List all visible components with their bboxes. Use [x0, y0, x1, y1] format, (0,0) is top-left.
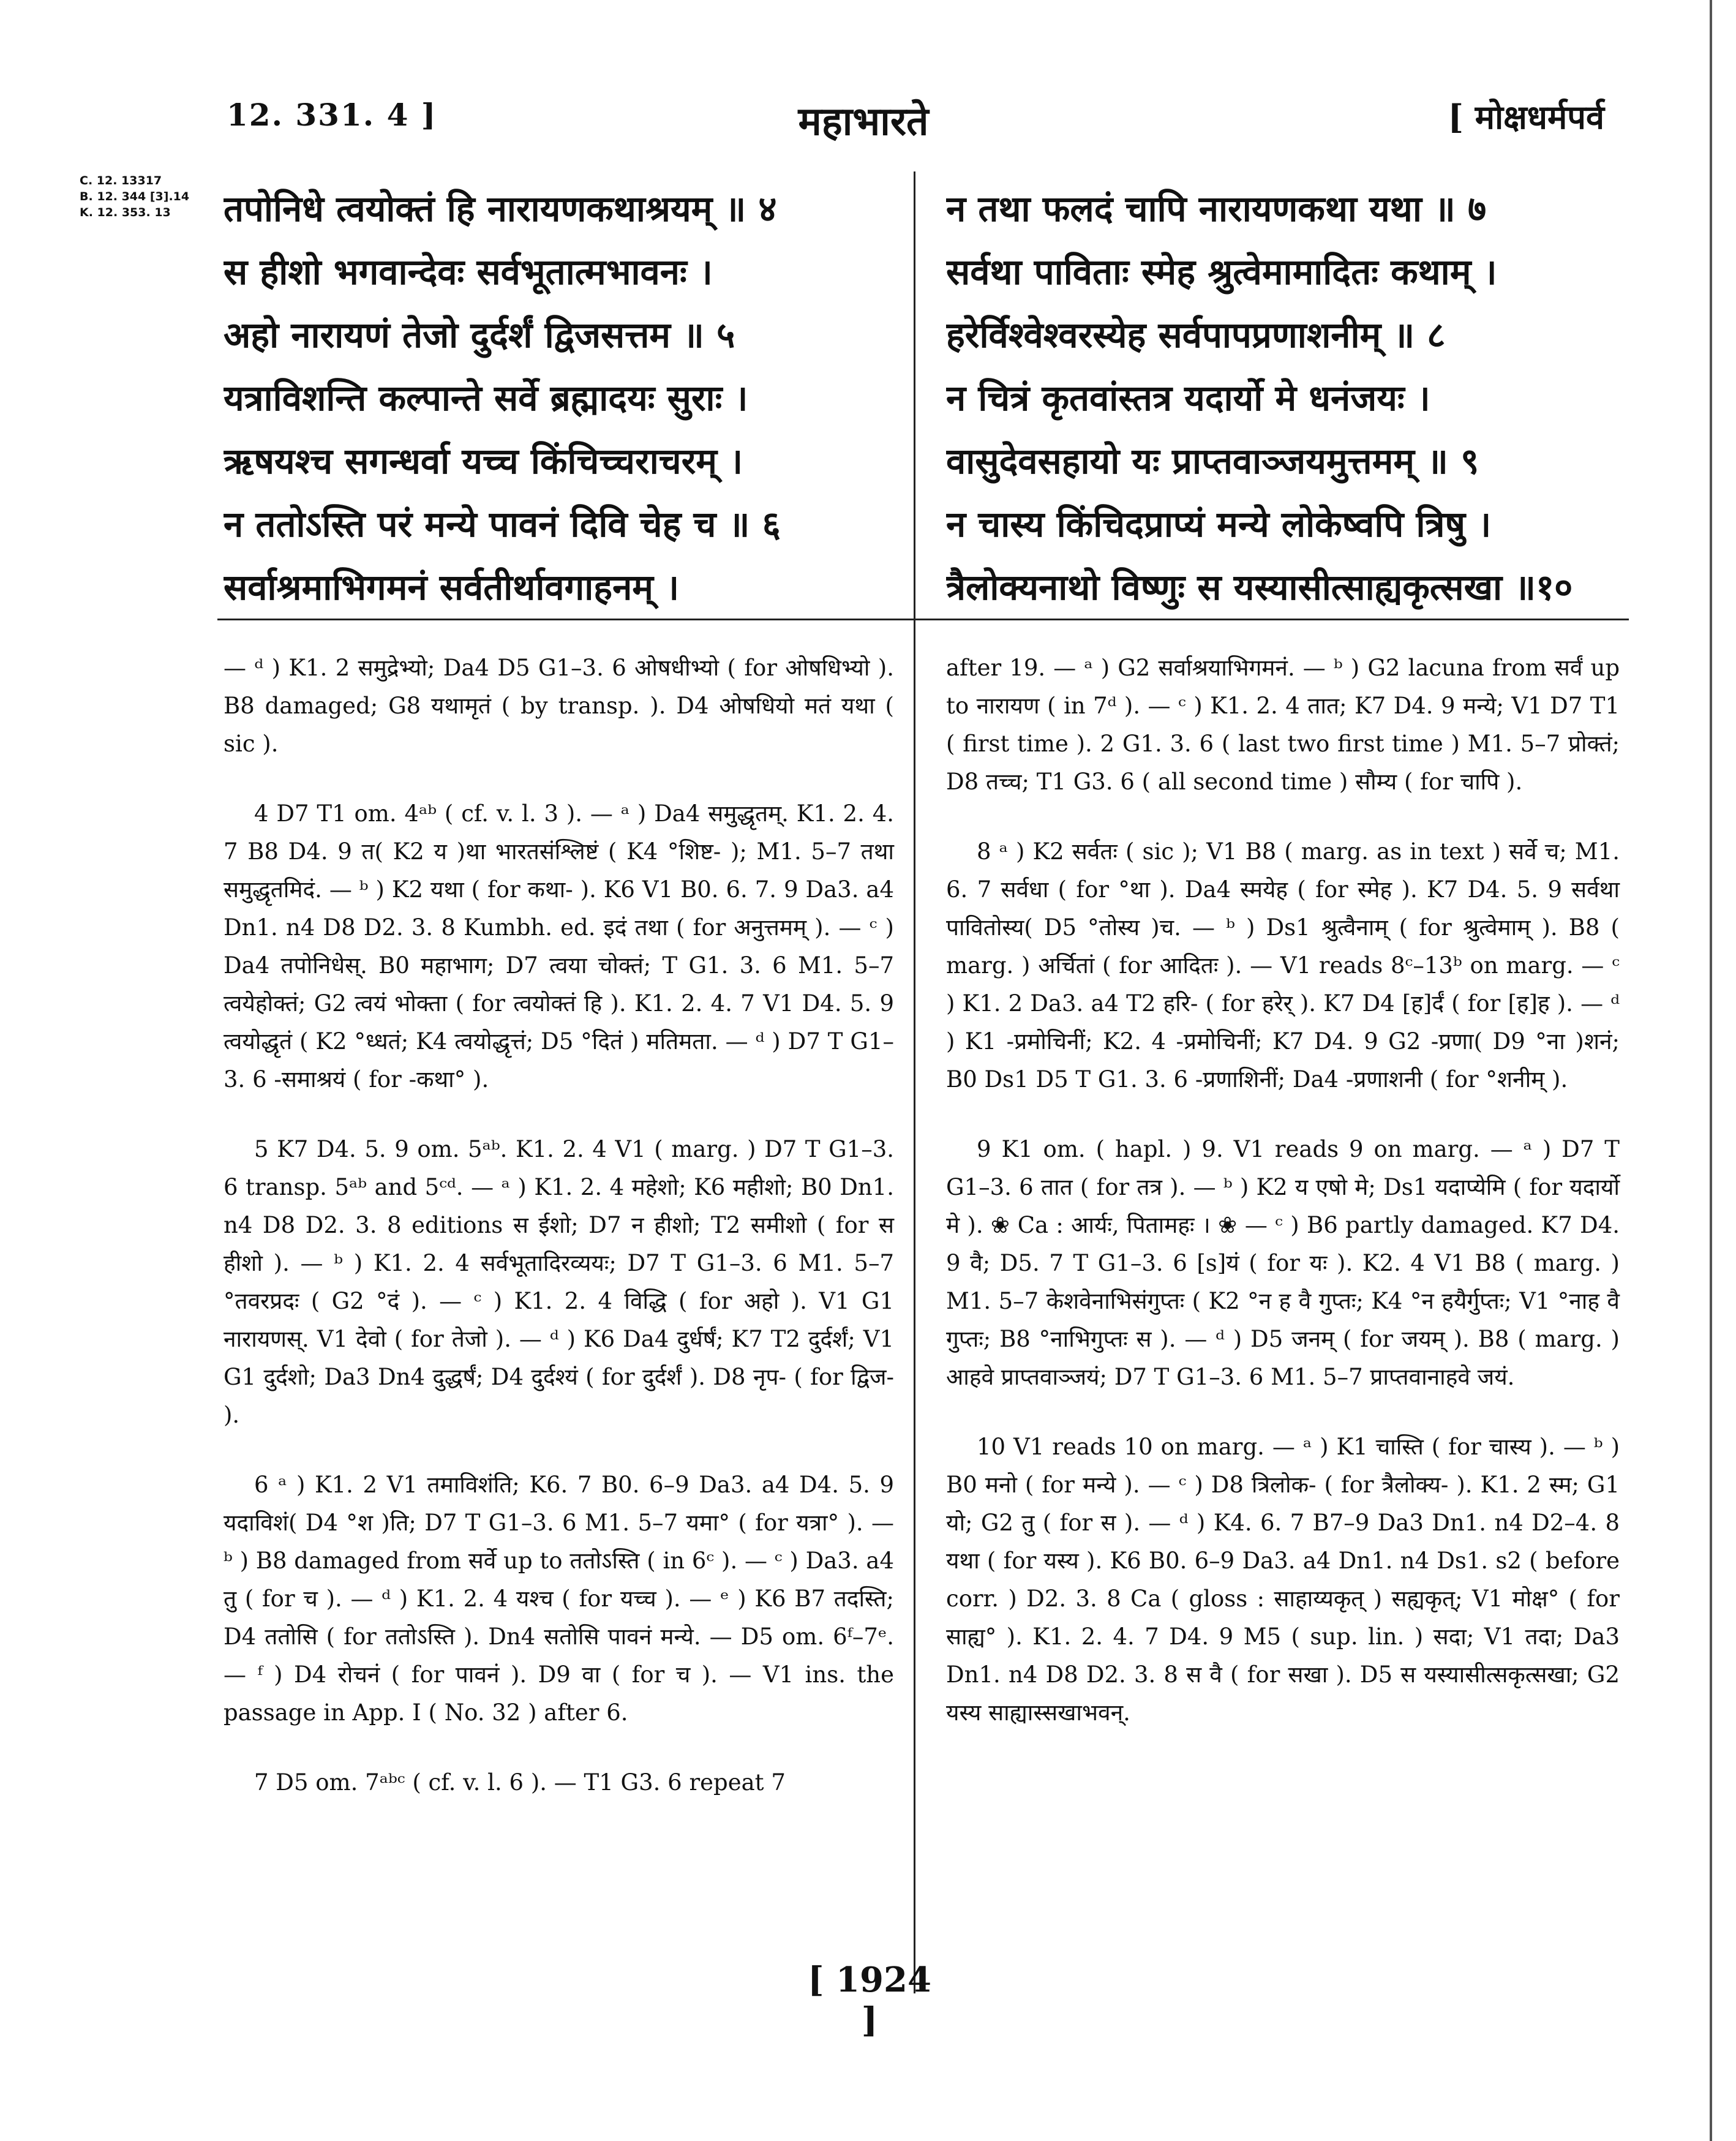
scan-edge: [1710, 0, 1712, 2141]
apparatus-note: 9 K1 om. ( hapl. ) 9. V1 reads 9 on marg. — ᵃ ) D7 T G1–3. 6 तात ( for तत्र ). — ᵇ ) K2 य एषो मे; Ds1 यदाप्येमि ( for यदार्यो मे ). ❀ Ca : आर्यः, पितामहः । ❀ — ᶜ ) B6 partly damaged. K7 D4. 9 वै; D5. 7 T G1–3. 6 [s]यं ( for यः ). K2. 4 V1 B8 ( marg. ) M1. 5–7 केशवेनाभिसंगुप्तः ( K2 °न ह वै गुप्तः; K4 °न हयैर्गुप्तः; V1 °नाह वै गुप्तः; B8 °नाभिगुप्तः स ). — ᵈ ) D5 जनम् ( for जयम् ). B8 ( marg. ) आहवे प्राप्तवाञ्जयं; D7 T G1–3. 6 M1. 5–7 प्राप्तवानाहवे जयं.: [946, 1136, 1620, 1390]
parvan-title: [ मोक्षधर्मपर्व: [1448, 97, 1604, 137]
verse-line: ऋषयश्च सगन्धर्वा यच्च किंचिच्चराचरम् ।: [224, 440, 743, 482]
verse-line: हरेर्विश्वेश्वरस्येह सर्वपापप्रणाशनीम् ॥ ८: [946, 314, 1446, 356]
verse-column-right: [946, 178, 1620, 619]
section-rule: [217, 619, 1629, 620]
verse-line: न चित्रं कृतवांस्तत्र यदार्यो मे धनंजयः ।: [946, 377, 1430, 419]
verse-line: स हीशो भगवान्देवः सर्वभूतात्मभावनः ।: [224, 251, 713, 293]
verse-line: वासुदेवसहायो यः प्राप्तवाञ्जयमुत्तमम् ॥ ९: [946, 440, 1479, 482]
apparatus-column-left: [224, 649, 894, 1834]
verse-line: त्रैलोक्यनाथो विष्णुः स यस्यासीत्साह्यकृत्सखा ॥१०: [946, 566, 1573, 608]
apparatus-note: after 19. — ᵃ ) G2 सर्वाश्रयाभिगमनं. — ᵇ ) G2 lacuna from सर्वं up to नारायण ( in 7ᵈ ). — ᶜ ) K1. 2. 4 तात; K7 D4. 9 मन्ये; V1 D7 T1 ( first time ). 2 G1. 3. 6 ( last two first time ) M1. 5–7 प्रोक्तं; D8 तच्च; T1 G3. 6 ( all second time ) सौम्य ( for चापि ).: [946, 655, 1620, 795]
page-number: [ 1924 ]: [808, 1960, 931, 2041]
apparatus-note: 6 ᵃ ) K1. 2 V1 तमाविशंति; K6. 7 B0. 6–9 Da3. a4 D4. 5. 9 यदाविशं( D4 °श )ति; D7 T G1–3. 6 M1. 5–7 यमा° ( for यत्रा° ). — ᵇ ) B8 damaged from सर्वे up to ततोऽस्ति ( in 6ᶜ ). — ᶜ ) Da3. a4 तु ( for च ). — ᵈ ) K1. 2. 4 यश्च ( for यच्च ). — ᵉ ) K6 B7 तदस्ति; D4 ततोसि ( for ततोऽस्ति ). Dn4 सतोसि पावनं मन्ये. — D5 om. 6ᶠ–7ᵉ. — ᶠ ) D4 रोचनं ( for पावनं ). D9 वा ( for च ). — V1 ins. the passage in App. I ( No. 32 ) after 6.: [224, 1472, 894, 1726]
page-title: महाभारते: [798, 99, 929, 145]
concordance-entry: K. 12. 353. 13: [80, 206, 171, 219]
verse-line: न चास्य किंचिदप्राप्यं मन्ये लोकेष्वपि त्रिषु ।: [946, 503, 1492, 545]
apparatus-note: 7 D5 om. 7ᵃᵇᶜ ( cf. v. l. 6 ). — T1 G3. 6 repeat 7: [254, 1769, 786, 1796]
apparatus-column-right: [946, 649, 1620, 1764]
concordance-block: [80, 173, 189, 220]
apparatus-note: 4 D7 T1 om. 4ᵃᵇ ( cf. v. l. 3 ). — ᵃ ) Da4 समुद्धृतम्. K1. 2. 4. 7 B8 D4. 9 त( K2 य )था भारतसंश्लिष्टं ( K4 °शिष्ट- ); M1. 5–7 तथा समुद्धृतमिदं. — ᵇ ) K2 यथा ( for कथा- ). K6 V1 B0. 6. 7. 9 Da3. a4 Dn1. n4 D8 D2. 3. 8 Kumbh. ed. इदं तथा ( for अनुत्तमम् ). — ᶜ ) Da4 तपोनिधेस्. B0 महाभाग; D7 त्वया चोक्तं; T G1. 3. 6 M1. 5–7 त्वयेहोक्तं; G2 त्वयं भोक्ता ( for त्वयोक्तं हि ). K1. 2. 4. 7 V1 D4. 5. 9 त्वयोद्धृतं ( K2 °ध्धतं; K4 त्वयोद्धृत्तं; D5 °दितं ) मतिमता. — ᵈ ) D7 T G1–3. 6 -समाश्रयं ( for -कथा° ).: [224, 800, 894, 1093]
apparatus-note: 8 ᵃ ) K2 सर्वतः ( sic ); V1 B8 ( marg. as in text ) सर्वे च; M1. 6. 7 सर्वधा ( for °था ). Da4 स्मयेह ( for स्मेह ). K7 D4. 5. 9 सर्वथा पावितोस्य( D5 °तोस्य )च. — ᵇ ) Ds1 श्रुत्वैनाम् ( for श्रुत्वेमाम् ). B8 ( marg. ) अर्चितां ( for आदितः ). — V1 reads 8ᶜ–13ᵇ on marg. — ᶜ ) K1. 2 Da3. a4 T2 हरि- ( for हरेर् ). K7 D4 [ह]र्दं ( for [ह]ह ). — ᵈ ) K1 -प्रमोचिनीं; K2. 4 -प्रमोचिनीं; K7 D4. 9 G2 -प्रणा( D9 °ना )शनं; B0 Ds1 D5 T G1. 3. 6 -प्रणाशिनीं; Da4 -प्रणाशनी ( for °शनीम् ).: [946, 838, 1620, 1093]
apparatus-note: 5 K7 D4. 5. 9 om. 5ᵃᵇ. K1. 2. 4 V1 ( marg. ) D7 T G1–3. 6 transp. 5ᵃᵇ and 5ᶜᵈ. — ᵃ ) K1. 2. 4 महेशो; K6 महीशो; B0 Dn1. n4 D8 D2. 3. 8 editions स ईशो; D7 न हीशो; T2 समीशो ( for स हीशो ). — ᵇ ) K1. 2. 4 सर्वभूतादिरव्ययः; D7 T G1–3. 6 M1. 5–7 °तवरप्रदः ( G2 °दं ). — ᶜ ) K1. 2. 4 विद्धि ( for अहो ). V1 G1 नारायणस्. V1 देवो ( for तेजो ). — ᵈ ) K6 Da4 दुर्धर्षं; K7 T2 दुर्दर्शं; V1 G1 दुर्दशो; Da3 Dn4 दुद्धर्षं; D4 दुर्दश्यं ( for दुर्दर्शं ). D8 नृप- ( for द्विज- ).: [224, 1136, 894, 1428]
verse-line: न ततोऽस्ति परं मन्ये पावनं दिवि चेह च ॥ ६: [224, 503, 781, 545]
verse-line: सर्वाश्रमाभिगमनं सर्वतीर्थावगाहनम् ।: [224, 566, 680, 608]
apparatus-note: 10 V1 reads 10 on marg. — ᵃ ) K1 चास्ति ( for चास्य ). — ᵇ ) B0 मनो ( for मन्ये ). — ᶜ ) D8 त्रिलोक- ( for त्रैलोक्य- ). K1. 2 स्म; G1 यो; G2 तु ( for स ). — ᵈ ) K4. 6. 7 B7–9 Da3 Dn1. n4 D2–4. 8 यथा ( for यस्य ). K6 B0. 6–9 Da3. a4 Dn1. n4 Ds1. s2 ( before corr. ) D2. 3. 8 Ca ( gloss : साहाय्यकृत् ) सह्यकृत्; V1 मोक्ष° ( for साह्य° ). K1. 2. 4. 7 D4. 9 M5 ( sup. lin. ) सदा; V1 तदा; Da3 Dn1. n4 D8 D2. 3. 8 स वै ( for सखा ). D5 स यस्यासीत्सकृत्सखा; G2 यस्य साह्यास्सखाभवन्.: [946, 1434, 1620, 1726]
concordance-entry: B. 12. 344 [3].14: [80, 190, 190, 203]
column-divider: [914, 171, 915, 1993]
page-reference: 12. 331. 4 ]: [227, 97, 437, 133]
verse-line: तपोनिधे त्वयोक्तं हि नारायणकथाश्रयम् ॥ ४: [224, 188, 777, 230]
verse-column-left: [224, 178, 903, 619]
verse-line: यत्राविशन्ति कल्पान्ते सर्वे ब्रह्मादयः सुराः ।: [224, 377, 748, 419]
verse-line: सर्वथा पाविताः स्मेह श्रुत्वेमामादितः कथाम् ।: [946, 251, 1497, 293]
apparatus-note: — ᵈ ) K1. 2 समुद्रेभ्यो; Da4 D5 G1–3. 6 ओषधीभ्यो ( for ओषधिभ्यो ). B8 damaged; G8 यथामृतं ( by transp. ). D4 ओषधियो मतं यथा ( sic ).: [224, 655, 894, 757]
verse-line: न तथा फलदं चापि नारायणकथा यथा ॥ ७: [946, 188, 1487, 230]
verse-line: अहो नारायणं तेजो दुर्दर्शं द्विजसत्तम ॥ ५: [224, 314, 735, 356]
concordance-entry: C. 12. 13317: [80, 174, 162, 187]
